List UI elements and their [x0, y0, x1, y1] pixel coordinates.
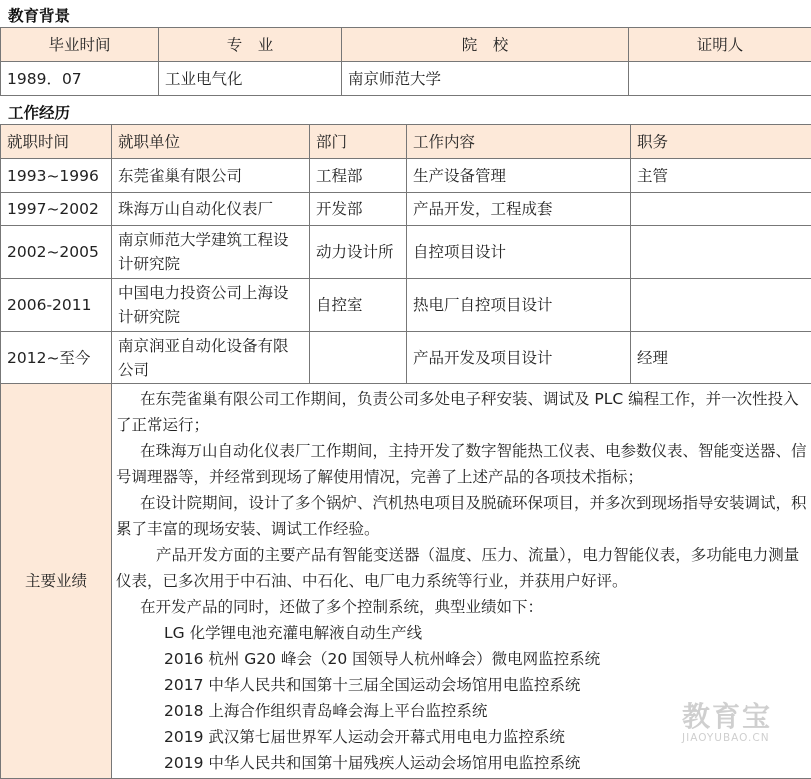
job-content: 产品开发，工程成套 [407, 193, 631, 226]
header-reference: 证明人 [629, 28, 811, 62]
work-section-title: 工作经历 [8, 101, 70, 123]
header-major: 专 业 [159, 28, 342, 62]
position [631, 193, 811, 226]
graduation-time: 1989．07 [1, 62, 159, 96]
header-employer: 就职单位 [112, 125, 310, 159]
work-row [1, 226, 811, 279]
job-content: 生产设备管理 [407, 159, 631, 193]
department: 动力设计所 [310, 226, 407, 279]
employer: 中国电力投资公司上海设计研究院 [112, 279, 310, 332]
achievements-label: 主要业绩 [1, 384, 112, 779]
employer: 东莞雀巢有限公司 [112, 159, 310, 193]
job-content: 自控项目设计 [407, 226, 631, 279]
school: 南京师范大学 [342, 62, 629, 96]
achievement-paragraph: 在设计院期间，设计了多个锅炉、汽机热电项目及脱硫环保项目，并多次到现场指导安装调试，积累了丰富的现场安装、调试工作经验。 [116, 490, 807, 542]
watermark-text: 教育宝 [682, 702, 802, 732]
position: 主管 [631, 159, 811, 193]
reference [629, 62, 811, 96]
header-department: 部门 [310, 125, 407, 159]
work-row [1, 193, 811, 226]
department: 自控室 [310, 279, 407, 332]
employer: 珠海万山自动化仪表厂 [112, 193, 310, 226]
achievement-paragraph: 产品开发方面的主要产品有智能变送器（温度、压力、流量），电力智能仪表，多功能电力测量仪表，已多次用于中石油、中石化、电厂电力系统等行业，并获用户好评。 [116, 542, 807, 594]
employment-time: 1997~2002 [1, 193, 112, 226]
job-content: 热电厂自控项目设计 [407, 279, 631, 332]
employment-time: 1993~1996 [1, 159, 112, 193]
work-row [1, 279, 811, 332]
education-row [1, 62, 811, 96]
watermark-logo [682, 702, 802, 758]
education-section-title: 教育背景 [8, 4, 70, 26]
employer: 南京润亚自动化设备有限公司 [112, 332, 310, 384]
achievement-paragraph: 在珠海万山自动化仪表厂工作期间，主持开发了数字智能热工仪表、电参数仪表、智能变送器、信号调理器等，并经常到现场了解使用情况，完善了上述产品的各项技术指标； [116, 438, 807, 490]
job-content: 产品开发及项目设计 [407, 332, 631, 384]
achievement-paragraph: 在东莞雀巢有限公司工作期间，负责公司多处电子秤安装、调试及 PLC 编程工作，并一次性投入了正常运行； [116, 386, 807, 438]
department: 开发部 [310, 193, 407, 226]
work-row [1, 332, 811, 384]
achievement-list-item: 2018 上海合作组织青岛峰会海上平台监控系统 [116, 698, 807, 724]
education-header-row [1, 28, 811, 62]
work-header-row [1, 125, 811, 159]
achievement-paragraph: 在开发产品的同时，还做了多个控制系统，典型业绩如下： [116, 594, 807, 620]
header-graduation-time: 毕业时间 [1, 28, 159, 62]
department: 工程部 [310, 159, 407, 193]
watermark-url: JIAOYUBAO.CN [682, 732, 802, 744]
header-job-content: 工作内容 [407, 125, 631, 159]
achievement-list-item: 2019 武汉第七届世界军人运动会开幕式用电电力监控系统 [116, 724, 807, 750]
employment-time: 2006-2011 [1, 279, 112, 332]
achievement-list-item: LG 化学锂电池充灌电解液自动生产线 [116, 620, 807, 646]
position [631, 279, 811, 332]
header-school: 院 校 [342, 28, 629, 62]
achievement-list-item: 2019 中华人民共和国第十届残疾人运动会场馆用电监控系统 [116, 750, 807, 776]
department [310, 332, 407, 384]
header-position: 职务 [631, 125, 811, 159]
employer: 南京师范大学建筑工程设计研究院 [112, 226, 310, 279]
achievement-list-item: 2017 中华人民共和国第十三届全国运动会场馆用电监控系统 [116, 672, 807, 698]
achievement-list-item: 2016 杭州 G20 峰会（20 国领导人杭州峰会）微电网监控系统 [116, 646, 807, 672]
employment-time: 2012~至今 [1, 332, 112, 384]
education-table [0, 27, 811, 96]
work-row [1, 159, 811, 193]
work-table [0, 124, 811, 384]
employment-time: 2002~2005 [1, 226, 112, 279]
position: 经理 [631, 332, 811, 384]
major: 工业电气化 [159, 62, 342, 96]
header-employment-time: 就职时间 [1, 125, 112, 159]
position [631, 226, 811, 279]
